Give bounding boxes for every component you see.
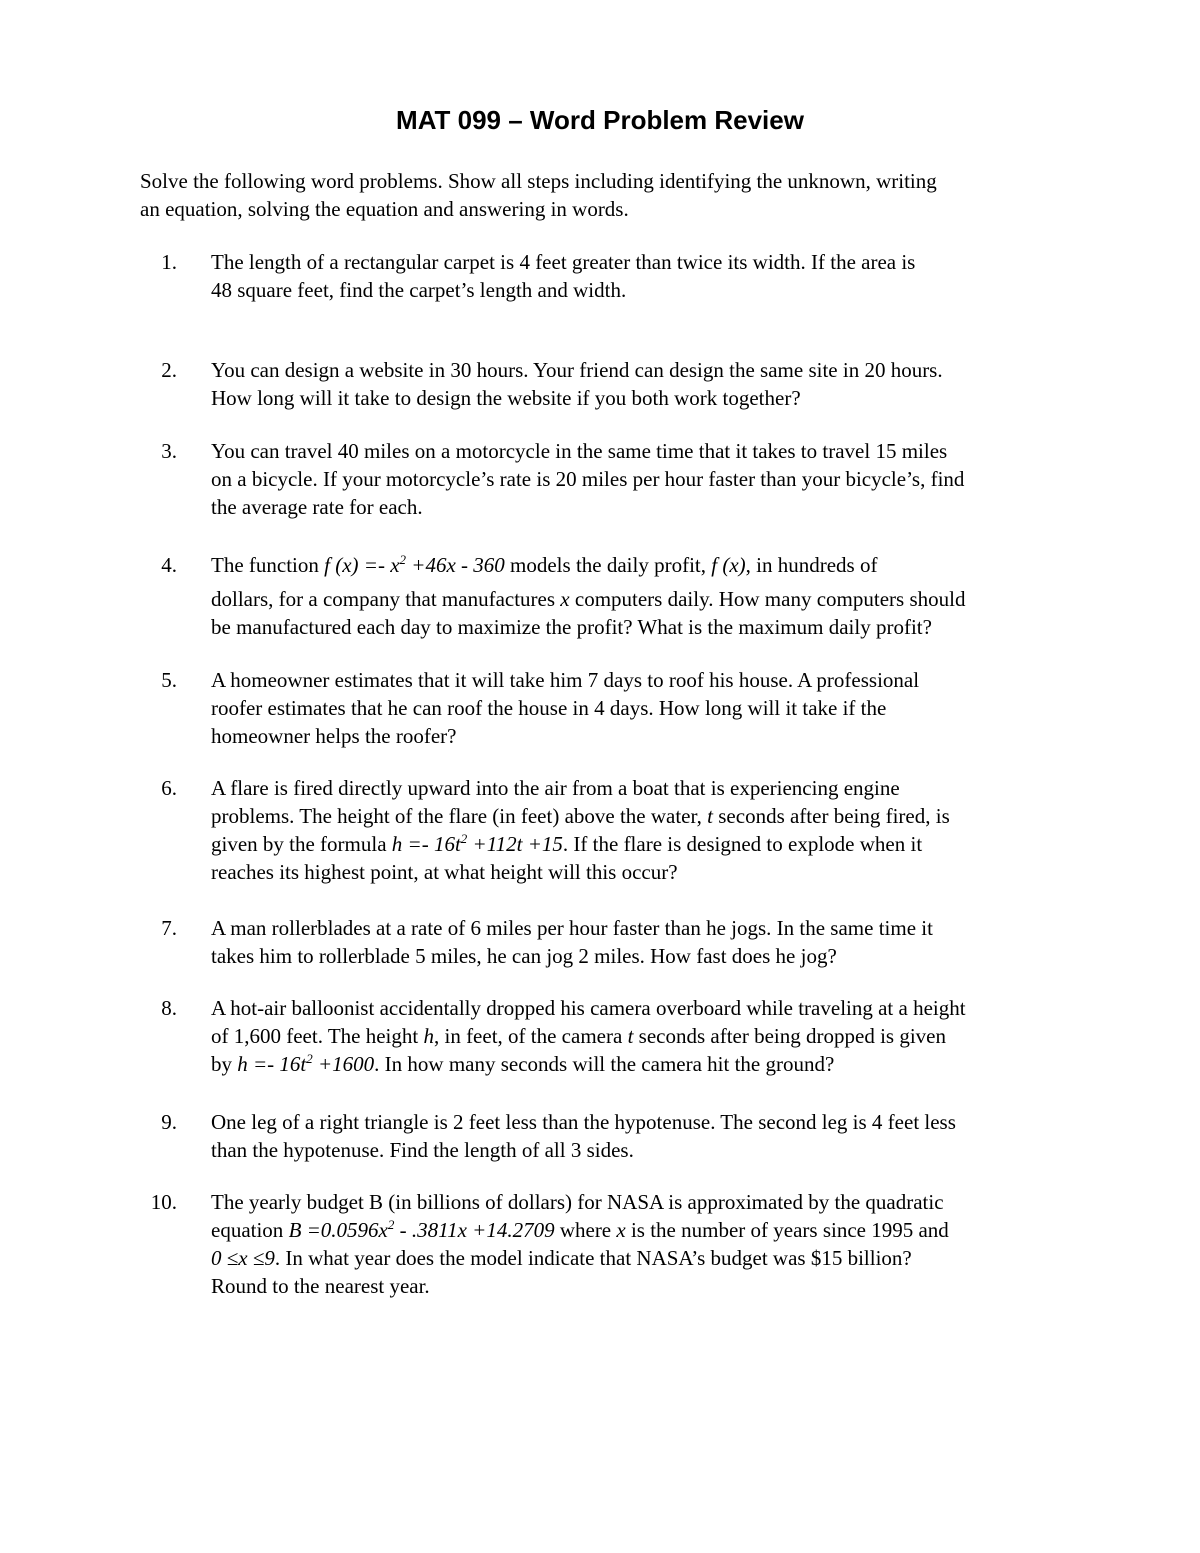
problem-number: 6. [161, 776, 177, 800]
problem-number: 8. [161, 996, 177, 1020]
problem-text: The function f $(x) =- x^2 +46x - 360$ models the daily profit, f (x), in hundreds of dollars, for a company that manufactures x computers daily. How many computers should be manufactured each day to maximize the profit? What is the maximum daily profit? [211, 552, 966, 639]
problem-text: A man rollerblades at a rate of 6 miles per hour faster than he jogs. In the same time it takes him to rollerblade 5 miles, he can jog 2 miles. How fast does he jog? [211, 916, 933, 968]
domain-inequality: 0 ≤x ≤9 [211, 1246, 275, 1270]
problem-number: 4. [161, 553, 177, 577]
problem-number: 3. [161, 439, 177, 463]
problem-number: 2. [161, 358, 177, 382]
instructions-line: Solve the following word problems. Show all steps including identifying the unknown, writing [140, 169, 937, 193]
problem-text: You can travel 40 miles on a motorcycle in the same time that it takes to travel 15 miles on a bicycle. If your motorcycle’s rate is 20 miles per hour faster than your bicycle’s, find the average rate for each. [211, 439, 965, 519]
function-notation: f (x) [711, 553, 746, 577]
instructions-line: an equation, solving the equation and answering in words. [140, 197, 629, 221]
problem-number: 10. [150, 1190, 177, 1214]
problem-number: 7. [161, 916, 177, 940]
problem-text: One leg of a right triangle is 2 feet less than the hypotenuse. The second leg is 4 feet less than the hypotenuse. Find the length of all 3 sides. [211, 1110, 956, 1162]
problem-text: A homeowner estimates that it will take him 7 days to roof his house. A professional roofer estimates that he can roof the house in 4 days. How long will it take if the homeowner helps the roofer? [211, 668, 920, 748]
profit-function-equation: f $(x) =- x^2 +46x - 360$ [324, 552, 505, 577]
budget-equation: $B =0.0596x^2 - .3811x +14.2709$ [288, 1217, 555, 1242]
instructions [140, 167, 1060, 223]
problem-text: You can design a website in 30 hours. Your friend can design the same site in 20 hours. How long will it take to design the website if you both work together? [211, 358, 943, 410]
problem-number: 1. [161, 250, 177, 274]
problem-number: 9. [161, 1110, 177, 1134]
height-formula: $h =- 16t^2 +112t +15$ [391, 831, 563, 856]
height-formula: $h =- 16t^2 +1600$ [237, 1051, 375, 1076]
problem-text: A hot-air balloonist accidentally dropped his camera overboard while traveling at a height of 1,600 feet. The height h, in feet, of the camera t seconds after being dropped is given by $h =- 16t^2 +1600$. In how many seconds will the camera hit the ground? [211, 996, 966, 1076]
document-title: MAT 099 – Word Problem Review [396, 105, 804, 135]
problem-text: The yearly budget B (in billions of dollars) for NASA is approximated by the quadratic equation $B =0.0596x^2 - .3811x +14.2709$ where x is the number of years since 1995 and 0 ≤x ≤9. In what year does the model indicate that NASA’s budget was $15 billion? Round to the nearest year. [211, 1190, 949, 1298]
problem-text: A flare is fired directly upward into the air from a boat that is experiencing engine problems. The height of the flare (in feet) above the water, t seconds after being fired, is given by the formula $h =- 16t^2 +112t +15$. If the flare is designed to explode when it reaches its highest point, at what height will this occur? [211, 776, 950, 884]
problem-number: 5. [161, 668, 177, 692]
problem-text: The length of a rectangular carpet is 4 feet greater than twice its width. If the area is 48 square feet, find the carpet’s length and width. [211, 250, 916, 302]
